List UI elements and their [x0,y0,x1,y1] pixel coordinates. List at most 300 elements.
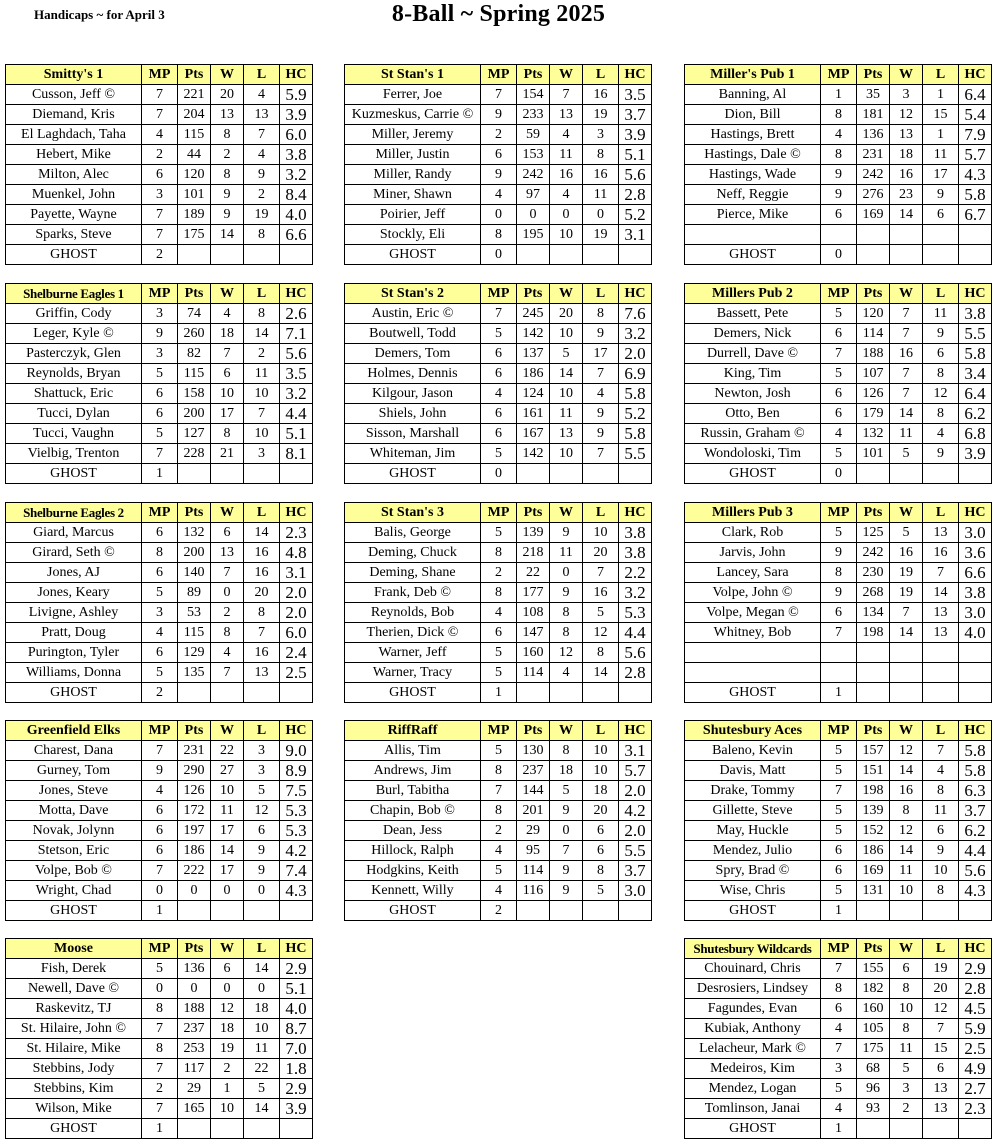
matches-played [821,225,857,245]
handicap: 4.4 [280,404,313,424]
points: 200 [178,404,211,424]
player-name: King, Tim [685,364,821,384]
handicap: 2.9 [280,1079,313,1099]
losses: 14 [244,523,280,543]
player-row [6,861,313,881]
team-name: Millers Pub 2 [685,284,821,304]
matches-played: 4 [481,185,517,205]
player-row [685,563,992,583]
points: 245 [517,304,550,324]
points: 68 [857,1059,890,1079]
matches-played: 7 [821,1039,857,1059]
points: 242 [517,165,550,185]
handicap: 2.0 [280,583,313,603]
losses: 16 [923,543,959,563]
matches-played: 6 [481,404,517,424]
player-row [345,563,652,583]
losses: 6 [923,205,959,225]
matches-played: 3 [142,603,178,623]
losses: 20 [583,801,619,821]
losses: 12 [923,384,959,404]
column-header-l: L [583,284,619,304]
points: 22 [517,563,550,583]
player-row [685,165,992,185]
losses [583,245,619,265]
points: 105 [857,1019,890,1039]
losses: 6 [923,821,959,841]
player-name: Hastings, Dale © [685,145,821,165]
player-row [345,643,652,663]
handicap: 5.4 [959,105,992,125]
column-header-l: L [923,721,959,741]
losses: 14 [583,663,619,683]
matches-played: 9 [142,324,178,344]
wins: 13 [211,105,244,125]
losses [923,245,959,265]
player-name: Kilgour, Jason [345,384,481,404]
handicap: 6.2 [959,821,992,841]
handicap: 2.2 [619,563,652,583]
losses: 8 [583,145,619,165]
losses [583,683,619,703]
player-row [685,663,992,683]
losses: 2 [244,185,280,205]
points: 93 [857,1099,890,1119]
handicap: 3.5 [619,85,652,105]
wins: 7 [550,841,583,861]
column-header-w: W [211,503,244,523]
losses: 13 [244,663,280,683]
player-row [345,821,652,841]
player-row [6,643,313,663]
losses: 5 [583,881,619,901]
team-table-shelburne-eagles-2 [5,502,313,703]
handicap: 5.8 [959,344,992,364]
losses: 0 [244,979,280,999]
player-name: Bassett, Pete [685,304,821,324]
points: 186 [517,364,550,384]
matches-played: 4 [142,125,178,145]
matches-played: 0 [142,979,178,999]
handicap [619,901,652,921]
column-header-hc: HC [959,284,992,304]
matches-played: 6 [142,643,178,663]
matches-played: 4 [481,881,517,901]
wins: 27 [211,761,244,781]
column-header-mp: MP [142,721,178,741]
matches-played: 5 [481,444,517,464]
handicap: 6.4 [959,85,992,105]
matches-played: 8 [821,563,857,583]
column-header-w: W [890,939,923,959]
wins: 2 [211,1059,244,1079]
column-header-pts: Pts [857,65,890,85]
player-row [6,1059,313,1079]
handicap: 5.3 [280,801,313,821]
wins: 18 [211,1019,244,1039]
team-header-row [685,65,992,85]
points: 230 [857,563,890,583]
handicap: 3.2 [280,165,313,185]
player-row [6,304,313,324]
wins: 12 [890,105,923,125]
points: 268 [857,583,890,603]
wins [890,643,923,663]
matches-played [821,643,857,663]
player-name: Muenkel, John [6,185,142,205]
matches-played: 8 [821,105,857,125]
wins: 18 [211,324,244,344]
handicap: 7.6 [619,304,652,324]
player-name: Andrews, Jim [345,761,481,781]
handicap: 7.0 [280,1039,313,1059]
points: 157 [857,741,890,761]
player-name: Mendez, Julio [685,841,821,861]
wins [550,245,583,265]
points [857,643,890,663]
player-name: Shattuck, Eric [6,384,142,404]
matches-played: 5 [142,424,178,444]
points [857,225,890,245]
wins: 13 [550,105,583,125]
handicap [619,464,652,484]
wins: 19 [890,563,923,583]
wins: 9 [550,881,583,901]
losses: 13 [923,1099,959,1119]
player-name: GHOST [6,464,142,484]
points: 29 [178,1079,211,1099]
wins: 6 [211,523,244,543]
points: 59 [517,125,550,145]
points: 95 [517,841,550,861]
matches-played: 1 [142,901,178,921]
wins: 13 [211,543,244,563]
handicap: 5.3 [280,821,313,841]
player-name: Neff, Reggie [685,185,821,205]
column-header-l: L [583,503,619,523]
matches-played: 6 [142,821,178,841]
column-header-pts: Pts [517,503,550,523]
player-row [685,1119,992,1139]
matches-played: 5 [142,364,178,384]
points: 115 [178,125,211,145]
points: 136 [178,959,211,979]
points: 276 [857,185,890,205]
player-name: Ferrer, Joe [345,85,481,105]
losses: 8 [583,304,619,324]
handicap: 5.6 [619,643,652,663]
points [517,683,550,703]
team-table-smitty-s-1 [5,64,313,265]
team-name: St Stan's 2 [345,284,481,304]
losses [244,464,280,484]
wins: 9 [211,185,244,205]
column-header-mp: MP [821,721,857,741]
player-row [345,464,652,484]
player-row [685,761,992,781]
losses: 13 [244,105,280,125]
wins: 10 [211,1099,244,1119]
player-name: Wondoloski, Tim [685,444,821,464]
wins: 5 [890,523,923,543]
team-table-shelburne-eagles-1 [5,283,313,484]
player-row [685,959,992,979]
points: 218 [517,543,550,563]
team-name: Smitty's 1 [6,65,142,85]
handicap: 2.8 [619,663,652,683]
handicap: 6.9 [619,364,652,384]
losses [244,1119,280,1139]
team-table-riffraff [344,720,652,921]
player-row [345,344,652,364]
points: 74 [178,304,211,324]
player-row [345,225,652,245]
team-table-miller-s-pub-1 [684,64,992,265]
column-header-w: W [211,65,244,85]
handicap: 3.9 [959,444,992,464]
team-name: Greenfield Elks [6,721,142,741]
wins [211,464,244,484]
player-name: Purington, Tyler [6,643,142,663]
wins: 19 [890,583,923,603]
wins: 20 [550,304,583,324]
player-row [685,185,992,205]
points: 96 [857,1079,890,1099]
matches-played: 7 [481,304,517,324]
losses: 6 [923,1059,959,1079]
player-row [685,444,992,464]
losses [583,464,619,484]
losses: 7 [583,444,619,464]
column-header-pts: Pts [857,503,890,523]
losses: 8 [244,304,280,324]
team-header-row [685,284,992,304]
points: 130 [517,741,550,761]
wins [211,245,244,265]
matches-played: 3 [142,344,178,364]
wins: 14 [211,841,244,861]
matches-played: 9 [821,165,857,185]
matches-played: 5 [821,304,857,324]
player-row [345,543,652,563]
handicap: 3.0 [619,881,652,901]
wins: 8 [550,741,583,761]
wins: 14 [550,364,583,384]
column-header-l: L [244,65,280,85]
handicap [280,1119,313,1139]
losses: 8 [923,404,959,424]
player-name: Gurney, Tom [6,761,142,781]
column-header-pts: Pts [178,65,211,85]
points: 144 [517,781,550,801]
wins: 11 [550,543,583,563]
player-name: Jarvis, John [685,543,821,563]
handicap: 2.5 [280,663,313,683]
losses: 11 [244,1039,280,1059]
player-row [345,741,652,761]
team-header-row [6,503,313,523]
matches-played: 7 [142,85,178,105]
matches-played: 6 [821,384,857,404]
matches-played: 1 [821,901,857,921]
matches-played: 0 [481,245,517,265]
handicap: 3.1 [280,563,313,583]
wins: 14 [890,761,923,781]
player-row [345,881,652,901]
losses: 5 [244,781,280,801]
handicap: 5.3 [619,603,652,623]
player-row [345,861,652,881]
matches-played: 2 [142,245,178,265]
losses: 20 [244,583,280,603]
matches-played [821,663,857,683]
handicap: 2.8 [959,979,992,999]
matches-played: 0 [821,464,857,484]
matches-played: 7 [481,781,517,801]
points: 147 [517,623,550,643]
handicap: 6.6 [280,225,313,245]
losses: 13 [923,623,959,643]
points [857,1119,890,1139]
player-name: Newell, Dave © [6,979,142,999]
points: 222 [178,861,211,881]
points [178,245,211,265]
player-row [6,444,313,464]
handicap: 3.7 [619,105,652,125]
wins: 0 [211,881,244,901]
column-header-l: L [244,284,280,304]
points: 231 [857,145,890,165]
wins: 12 [890,821,923,841]
losses: 10 [583,523,619,543]
matches-played: 6 [821,861,857,881]
player-row [685,145,992,165]
player-name: Diemand, Kris [6,105,142,125]
points: 120 [857,304,890,324]
wins [890,225,923,245]
player-row [685,85,992,105]
losses: 13 [923,1079,959,1099]
points: 175 [178,225,211,245]
matches-played: 5 [821,801,857,821]
matches-played: 1 [481,683,517,703]
team-table-millers-pub-2 [684,283,992,484]
points [857,245,890,265]
wins [550,901,583,921]
points: 290 [178,761,211,781]
player-row [345,663,652,683]
matches-played: 7 [142,225,178,245]
wins: 5 [890,444,923,464]
player-row [6,781,313,801]
points: 101 [178,185,211,205]
losses: 3 [244,761,280,781]
team-name: Miller's Pub 1 [685,65,821,85]
losses: 10 [244,424,280,444]
column-header-w: W [211,284,244,304]
losses: 20 [923,979,959,999]
handicap: 2.6 [280,304,313,324]
handicap: 3.2 [280,384,313,404]
matches-played: 2 [481,821,517,841]
player-row [6,1099,313,1119]
column-header-pts: Pts [857,721,890,741]
wins: 10 [211,781,244,801]
column-header-mp: MP [821,503,857,523]
wins: 11 [890,1039,923,1059]
losses: 12 [583,623,619,643]
player-name: Therien, Dick © [345,623,481,643]
points: 201 [517,801,550,821]
column-header-mp: MP [821,939,857,959]
handicap [959,683,992,703]
handicap: 4.4 [619,623,652,643]
points: 142 [517,324,550,344]
matches-played: 9 [481,105,517,125]
handicap: 4.0 [959,623,992,643]
column-header-hc: HC [619,721,652,741]
wins: 16 [890,165,923,185]
player-name: Pierce, Mike [685,205,821,225]
player-row [685,1099,992,1119]
player-row [685,683,992,703]
player-row [345,145,652,165]
column-header-hc: HC [959,939,992,959]
points [857,464,890,484]
wins: 11 [211,801,244,821]
points: 221 [178,85,211,105]
matches-played: 6 [821,404,857,424]
player-row [6,603,313,623]
handicap: 2.8 [619,185,652,205]
wins: 11 [890,424,923,444]
player-name: Medeiros, Kim [685,1059,821,1079]
wins: 5 [890,1059,923,1079]
points: 114 [517,861,550,881]
losses: 8 [923,881,959,901]
wins: 11 [890,861,923,881]
player-name: Kuzmeskus, Carrie © [345,105,481,125]
points: 177 [517,583,550,603]
losses: 3 [244,444,280,464]
handicap: 8.4 [280,185,313,205]
wins: 9 [550,523,583,543]
page-subtitle: Handicaps ~ for April 3 [34,7,165,22]
points: 29 [517,821,550,841]
points: 115 [178,623,211,643]
wins: 5 [550,781,583,801]
matches-played: 7 [821,623,857,643]
handicap: 5.9 [959,1019,992,1039]
handicap: 5.8 [619,424,652,444]
matches-played: 3 [142,304,178,324]
player-row [345,304,652,324]
player-name [685,663,821,683]
handicap: 6.3 [959,781,992,801]
losses: 6 [244,821,280,841]
losses: 2 [244,344,280,364]
wins: 9 [550,861,583,881]
player-row [685,105,992,125]
player-row [345,404,652,424]
losses: 7 [923,1019,959,1039]
matches-played: 5 [821,881,857,901]
player-name: Demers, Nick [685,324,821,344]
points: 101 [857,444,890,464]
matches-played: 7 [821,344,857,364]
losses: 7 [923,563,959,583]
player-name: Allis, Tim [345,741,481,761]
